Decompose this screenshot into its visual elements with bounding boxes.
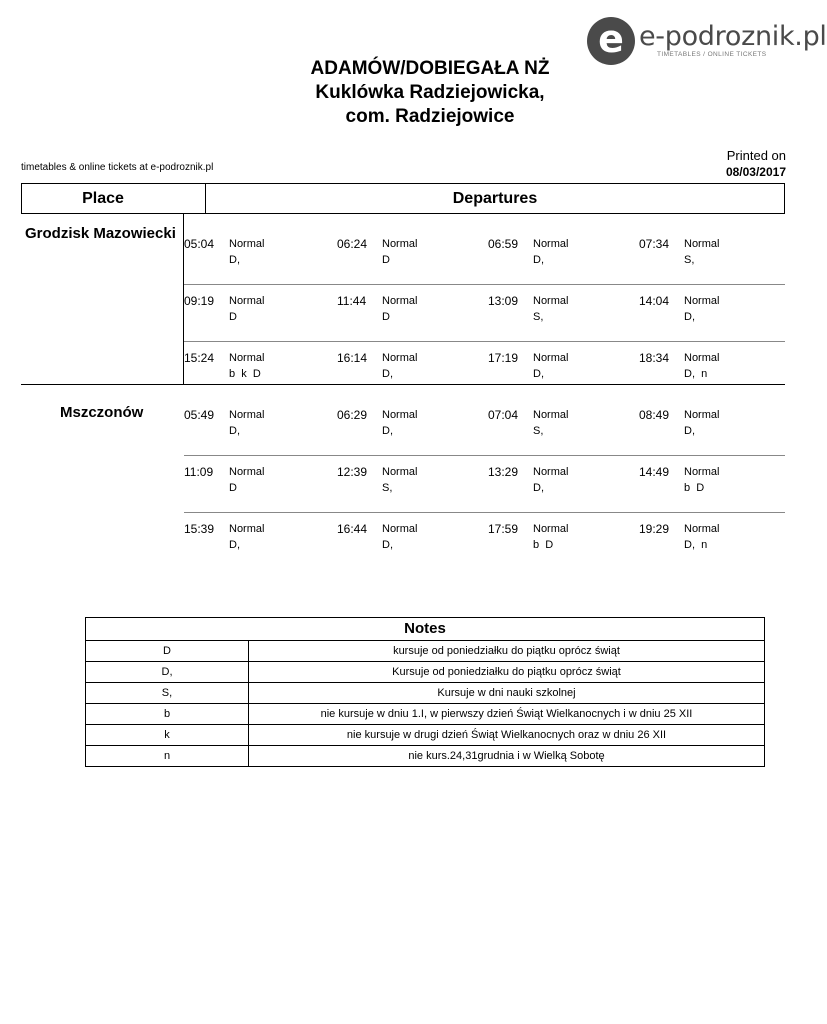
departure-time: 06:24 <box>337 237 368 251</box>
departures-column-header: Departures <box>452 190 538 207</box>
departure-entry <box>184 237 334 273</box>
departure-entry <box>639 351 789 387</box>
departure-codes: D <box>382 254 390 266</box>
departure-entry <box>488 351 638 387</box>
departure-codes: S, <box>382 482 393 494</box>
departure-codes: S, <box>533 425 544 437</box>
departure-time: 05:49 <box>184 408 215 422</box>
note-text: Kursuje od poniedziałku do piątku oprócz świąt <box>392 666 621 678</box>
departure-entry <box>639 237 789 273</box>
departure-time: 14:49 <box>639 465 670 479</box>
departure-entry <box>337 294 487 330</box>
departure-type: Normal <box>382 352 418 364</box>
departure-codes: D <box>229 311 237 323</box>
note-code: D <box>86 641 249 661</box>
departure-entry <box>639 294 789 330</box>
departure-type: Normal <box>533 295 569 307</box>
departure-codes: D <box>229 482 237 494</box>
departure-entry <box>488 294 638 330</box>
departure-time: 18:34 <box>639 351 670 365</box>
departure-time: 15:24 <box>184 351 215 365</box>
departure-entry <box>488 408 638 444</box>
note-row <box>86 662 764 683</box>
departure-codes: D <box>382 311 390 323</box>
note-text: nie kursuje w drugi dzień Świąt Wielkanocnych oraz w dniu 26 XII <box>346 729 667 741</box>
stop-title-line-2: Kuklówka Radziejowicka, <box>315 82 545 103</box>
timetable-header <box>21 183 785 214</box>
departure-codes: b k D <box>229 368 261 380</box>
departure-entry <box>639 465 789 501</box>
departure-codes: D, n <box>684 539 708 551</box>
row-separator <box>184 341 785 342</box>
departure-codes: D, <box>684 311 695 323</box>
departure-time: 19:29 <box>639 522 670 536</box>
departure-type: Normal <box>684 352 720 364</box>
row-separator <box>184 284 785 285</box>
departure-entry <box>337 522 487 558</box>
note-row <box>86 641 764 662</box>
departure-entry <box>337 408 487 444</box>
departure-codes: D, <box>229 425 240 437</box>
note-text: nie kursuje w dniu 1.I, w pierwszy dzień Świąt Wielkanocnych i w dniu 25 XII <box>320 708 693 720</box>
departure-type: Normal <box>684 523 720 535</box>
departure-time: 17:59 <box>488 522 519 536</box>
departure-type: Normal <box>684 238 720 250</box>
departure-codes: b D <box>533 539 554 551</box>
departure-type: Normal <box>229 523 265 535</box>
departure-type: Normal <box>229 352 265 364</box>
departure-type: Normal <box>533 466 569 478</box>
note-code: n <box>86 746 249 766</box>
departure-entry <box>184 465 334 501</box>
departure-type: Normal <box>382 466 418 478</box>
departure-entry <box>184 294 334 330</box>
departure-entry <box>184 522 334 558</box>
logo-text: e-podroznik.pl <box>639 21 827 52</box>
departure-codes: D, <box>382 539 393 551</box>
departure-type: Normal <box>229 466 265 478</box>
departure-type: Normal <box>382 523 418 535</box>
departure-time: 11:09 <box>184 465 214 479</box>
site-note: timetables & online tickets at e-podroznik.pl <box>21 162 214 173</box>
place-name: Grodzisk Mazowiecki <box>25 225 176 242</box>
note-row <box>86 725 764 746</box>
departure-codes: D, <box>533 368 544 380</box>
departure-time: 08:49 <box>639 408 670 422</box>
logo-tagline: TIMETABLES / ONLINE TICKETS <box>657 51 767 58</box>
row-separator <box>184 512 785 513</box>
note-row <box>86 746 764 766</box>
departure-entry <box>184 408 334 444</box>
departure-time: 17:19 <box>488 351 519 365</box>
departure-type: Normal <box>684 409 720 421</box>
departure-codes: S, <box>533 311 544 323</box>
departure-codes: D, <box>229 539 240 551</box>
note-text: Kursuje w dni nauki szkolnej <box>437 687 576 699</box>
printed-date: 08/03/2017 <box>725 165 786 179</box>
departure-time: 05:04 <box>184 237 215 251</box>
place-name: Mszczonów <box>60 404 144 421</box>
note-row <box>86 704 764 725</box>
departure-codes: D, <box>382 425 393 437</box>
departure-type: Normal <box>382 238 418 250</box>
departure-type: Normal <box>229 295 265 307</box>
departure-type: Normal <box>684 466 720 478</box>
departure-entry <box>488 465 638 501</box>
departure-codes: D, <box>229 254 240 266</box>
logo-mark-letter: e <box>598 17 624 61</box>
departure-entry <box>488 237 638 273</box>
departure-entry <box>184 351 334 387</box>
row-separator <box>184 455 785 456</box>
departure-time: 06:59 <box>488 237 519 251</box>
departure-type: Normal <box>533 238 569 250</box>
departure-entry <box>337 465 487 501</box>
departure-time: 06:29 <box>337 408 368 422</box>
departure-time: 11:44 <box>337 294 367 308</box>
notes-table <box>85 617 765 767</box>
departure-entry <box>488 522 638 558</box>
departure-type: Normal <box>684 295 720 307</box>
departure-type: Normal <box>229 409 265 421</box>
departure-time: 14:04 <box>639 294 670 308</box>
place-column-header: Place <box>82 190 124 207</box>
departure-type: Normal <box>533 409 569 421</box>
departure-codes: D, <box>382 368 393 380</box>
note-code: S, <box>86 683 249 703</box>
departure-type: Normal <box>533 352 569 364</box>
departure-codes: D, <box>684 425 695 437</box>
departure-time: 15:39 <box>184 522 215 536</box>
note-text: kursuje od poniedziałku do piątku oprócz świąt <box>393 645 620 657</box>
departure-codes: D, n <box>684 368 708 380</box>
note-code: b <box>86 704 249 724</box>
departure-entry <box>639 408 789 444</box>
departure-codes: D, <box>533 482 544 494</box>
departure-time: 16:14 <box>337 351 368 365</box>
departure-time: 12:39 <box>337 465 368 479</box>
departure-codes: b D <box>684 482 705 494</box>
departure-entry <box>337 351 487 387</box>
note-code: D, <box>86 662 249 682</box>
departure-time: 13:29 <box>488 465 519 479</box>
note-row <box>86 683 764 704</box>
departure-time: 16:44 <box>337 522 368 536</box>
note-text: nie kurs.24,31grudnia i w Wielką Sobotę <box>408 750 605 762</box>
departure-time: 07:04 <box>488 408 519 422</box>
departure-time: 07:34 <box>639 237 670 251</box>
departure-type: Normal <box>229 238 265 250</box>
printed-label: Printed on <box>726 148 786 163</box>
note-code: k <box>86 725 249 745</box>
departure-type: Normal <box>382 295 418 307</box>
departure-type: Normal <box>533 523 569 535</box>
departure-entry <box>639 522 789 558</box>
stop-title-line-1: ADAMÓW/DOBIEGAŁA NŻ <box>310 58 550 79</box>
notes-title: Notes <box>86 618 764 641</box>
departure-codes: S, <box>684 254 695 266</box>
departure-entry <box>337 237 487 273</box>
departure-time: 09:19 <box>184 294 215 308</box>
departure-type: Normal <box>382 409 418 421</box>
departure-codes: D, <box>533 254 544 266</box>
departure-time: 13:09 <box>488 294 519 308</box>
stop-title-line-3: com. Radziejowice <box>345 106 515 127</box>
